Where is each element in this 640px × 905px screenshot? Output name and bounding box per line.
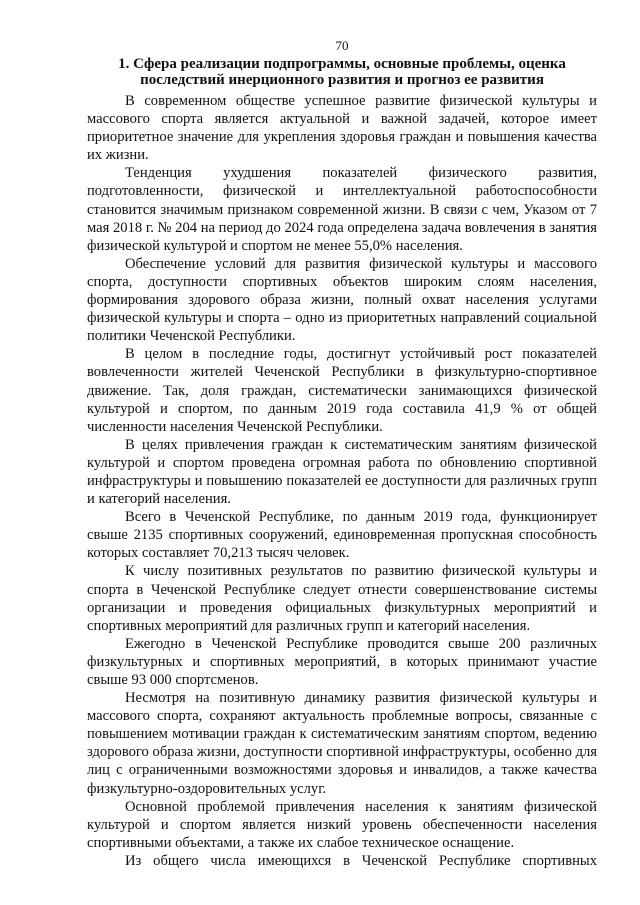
paragraph: Тенденция ухудшения показателей физического развития, подготовленности, физической и интеллектуальной работоспособности становится значимым признаком современной жизни. В связи с чем, Указом от 7 мая 2018 г. № 204 на период до 2024 года определена задача вовлечения в занятия физической культурой и спортом не менее 55,0% населения. bbox=[87, 165, 597, 254]
document-page bbox=[87, 38, 597, 870]
paragraph: Ежегодно в Чеченской Республике проводится свыше 200 различных физкультурных и спортивных мероприятий, в которых принимают участие свыше 93 000 спортсменов. bbox=[87, 635, 597, 688]
paragraph: Обеспечение условий для развития физической культуры и массового спорта, доступности спортивных объектов широким слоям населения, формирования здорового образа жизни, полный охват населения услугами физической культуры и спорта – одно из приоритетных направлений социальной политики Чеченской Республики. bbox=[87, 255, 597, 345]
paragraph: Основной проблемой привлечения населения к занятиям физической культурой и спортом является низкий уровень обеспеченности населения спортивными объектами, а также их слабое техническое оснащение. bbox=[87, 798, 597, 851]
paragraph: Из общего числа имеющихся в Чеченской Республике спортивных bbox=[125, 852, 597, 869]
paragraph: В целом в последние годы, достигнут устойчивый рост показателей вовлеченности жителей Чеченской Республики в физкультурно-спортивное движение. Так, доля граждан, систематически занимающихся физической культурой и спортом, по данным 2019 года составила 41,9 % от общей численности населения Чеченской Республики. bbox=[87, 346, 597, 435]
paragraph: Всего в Чеченской Республике, по данным 2019 года, функционирует свыше 2135 спортивных сооружений, единовременная пропускная способность которых составляет 70,213 тысяч человек. bbox=[87, 509, 597, 562]
body-text bbox=[87, 92, 597, 870]
section-heading: 1. Сфера реализации подпрограммы, основные проблемы, оценка последствий инерционного развития и прогноз ее развития bbox=[118, 56, 566, 88]
page-number: 70 bbox=[335, 38, 349, 53]
paragraph: К числу позитивных результатов по развитию физической культуры и спорта в Чеченской Республике следует отнести совершенствование системы организации и проведения официальных физкультурных мероприятий и спортивных мероприятий для различных групп и категорий населения. bbox=[87, 563, 597, 634]
paragraph: В современном обществе успешное развитие физической культуры и массового спорта является актуальной и важной задачей, которое имеет приоритетное значение для укрепления здоровья граждан и повышения качества их жизни. bbox=[87, 93, 597, 164]
paragraph: Несмотря на позитивную динамику развития физической культуры и массового спорта, сохраняют актуальность проблемные вопросы, связанные с повышением мотивации граждан к систематическим занятиям спортом, ведению здорового образа жизни, доступности спортивной инфраструктуры, особенно для лиц с ограниченными возможностями здоровья и инвалидов, а также качества физкультурно-оздоровительных услуг. bbox=[87, 690, 597, 797]
paragraph: В целях привлечения граждан к систематическим занятиям физической культурой и спортом проведена огромная работа по обновлению спортивной инфраструктуры и повышению показателей ее доступности для различных групп и категорий населения. bbox=[87, 436, 597, 508]
